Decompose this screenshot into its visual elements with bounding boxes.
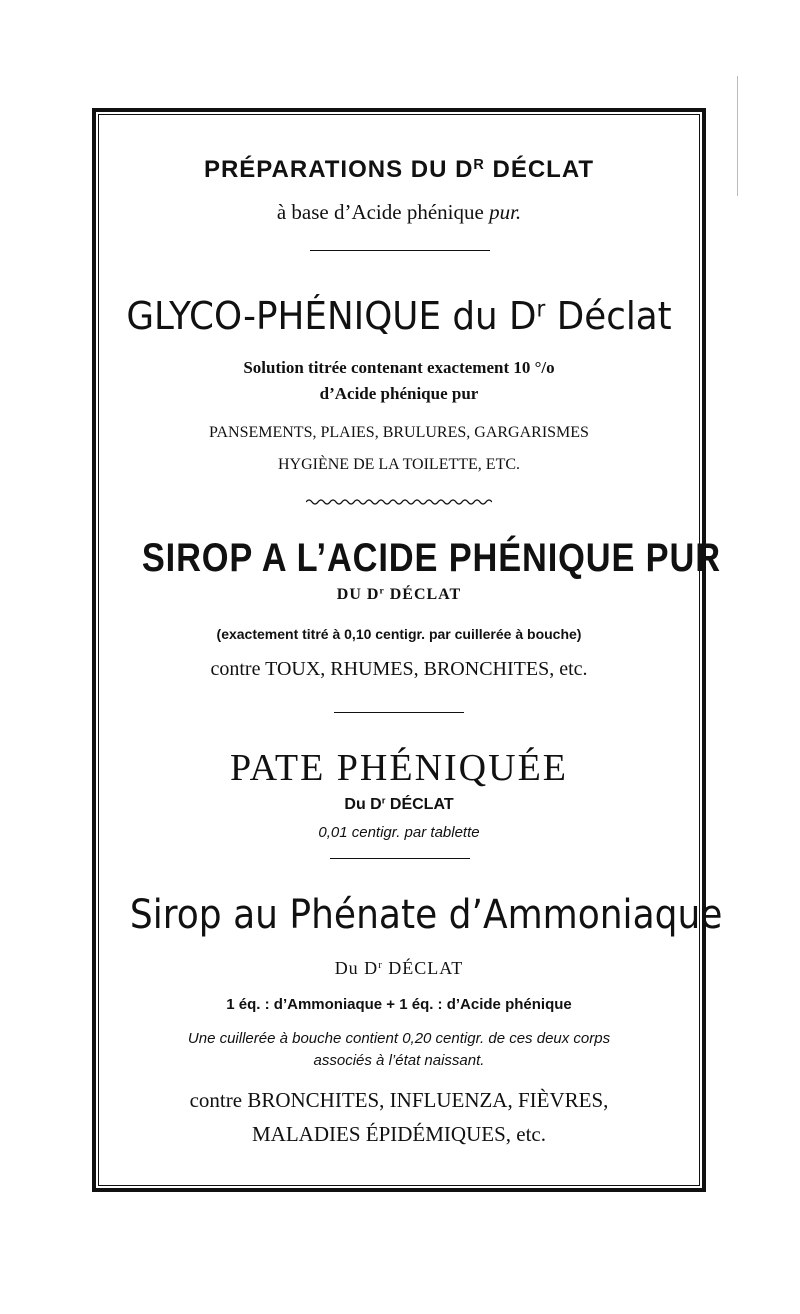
sirop-acide-author: DU $D^r$ DÉCLAT <box>336 585 462 603</box>
section-divider <box>310 250 490 251</box>
sirop-ammoniaque-equation: 1 éq. : d’Ammoniaque + 1 éq. : d’Acide phénique <box>226 996 572 1013</box>
sirop-ammoniaque-indications-line-2: MALADIES ÉPIDÉMIQUES, etc. <box>252 1122 546 1146</box>
sirop-acide-dose: (exactement titré à 0,10 centigr. par cuillerée à bouche) <box>216 626 582 642</box>
sirop-ammoniaque-title: Sirop au Phénate d’Ammoniaque <box>129 892 723 938</box>
glyco-uses-line-2: HYGIÈNE DE LA TOILETTE, ETC. <box>277 456 521 473</box>
wavy-divider <box>306 498 492 506</box>
preparations-heading: PRÉPARATIONS DU $D^R$ DÉCLAT <box>203 156 595 183</box>
pate-pheniquee-dose: 0,01 centigr. par tablette <box>318 824 480 841</box>
section-divider <box>334 712 464 713</box>
glyco-solution-line-1: Solution titrée contenant exactement 10 °/o <box>243 358 555 377</box>
sirop-ammoniaque-author: Du $D^r$ DÉCLAT <box>334 958 464 978</box>
sirop-acide-title: SIROP A L’ACIDE PHÉNIQUE PUR <box>141 536 721 580</box>
pate-pheniquee-author: Du $D^r$ DÉCLAT <box>344 795 454 813</box>
glyco-uses-line-1: PANSEMENTS, PLAIES, BRULURES, GARGARISMES <box>209 424 589 441</box>
scan-margin-mark <box>737 76 738 196</box>
preparations-subtitle: à base d’Acide phénique pur. <box>276 200 522 224</box>
section-divider <box>330 858 470 859</box>
pate-pheniquee-title: PATE PHÉNIQUÉE <box>230 747 568 789</box>
sirop-ammoniaque-indications-line-1: contre BRONCHITES, INFLUENZA, FIÈVRES, <box>189 1088 609 1112</box>
sirop-ammoniaque-note-line-2: associés à l’état naissant. <box>313 1052 485 1069</box>
glyco-phenique-title: GLYCO-PHÉNIQUE du $D^r$ Déclat <box>126 294 672 338</box>
sirop-ammoniaque-note-line-1: Une cuillerée à bouche contient 0,20 centigr. de ces deux corps <box>187 1030 611 1047</box>
glyco-solution-line-2: d’Acide phénique pur <box>319 384 479 403</box>
sirop-acide-indications: contre TOUX, RHUMES, BRONCHITES, etc. <box>210 658 588 680</box>
